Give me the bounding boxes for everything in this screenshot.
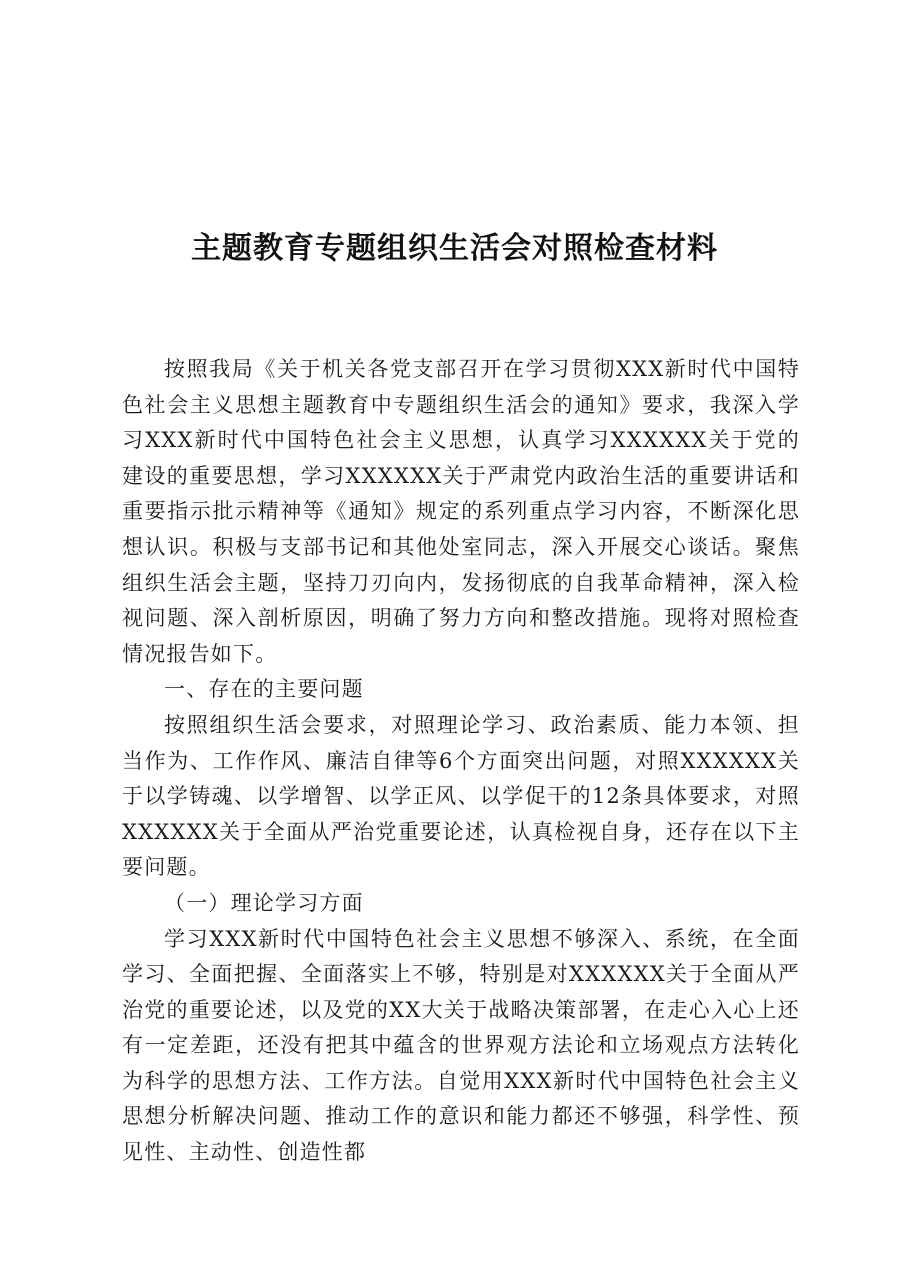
theory-study-paragraph: 学习XXX新时代中国特色社会主义思想不够深入、系统，在全面学习、全面把握、全面落实上不够，特别是对XXXXXX关于全面从严治党的重要论述，以及党的XX大关于战略决策部署，在走心入心上还有一定差距，还没有把其中蕴含的世界观方法论和立场观点方法转化为科学的思想方法、工作方法。自觉用XXX新时代中国特色社会主义思想分析解决问题、推动工作的意识和能力都还不够强，科学性、预见性、主动性、创造性都 [122, 926, 800, 1165]
section-heading-main-problems: 一、存在的主要问题 [164, 677, 364, 702]
document-title: 主题教育专题组织生活会对照检查材料 [191, 231, 718, 266]
problems-overview-paragraph: 按照组织生活会要求，对照理论学习、政治素质、能力本领、担当作为、工作作风、廉洁自律等6个方面突出问题，对照XXXXXX关于以学铸魂、以学增智、以学正风、以学促干的12条具体要求，对照XXXXXX关于全面从严治党重要论述，认真检视自身，还存在以下主要问题。 [122, 712, 800, 880]
subsection-heading-theory-study: （一）理论学习方面 [164, 890, 364, 915]
intro-paragraph: 按照我局《关于机关各党支部召开在学习贯彻XXX新时代中国特色社会主义思想主题教育中专题组织生活会的通知》要求，我深入学习XXX新时代中国特色社会主义思想，认真学习XXXXXX关于党的建设的重要思想，学习XXXXXX关于严肃党内政治生活的重要讲话和重要指示批示精神等《通知》规定的系列重点学习内容，不断深化思想认识。积极与支部书记和其他处室同志，深入开展交心谈话。聚焦组织生活会主题，坚持刀刃向内，发扬彻底的自我革命精神，深入检视问题、深入剖析原因，明确了努力方向和整改措施。现将对照检查情况报告如下。 [122, 357, 800, 666]
document-body [122, 352, 800, 1171]
